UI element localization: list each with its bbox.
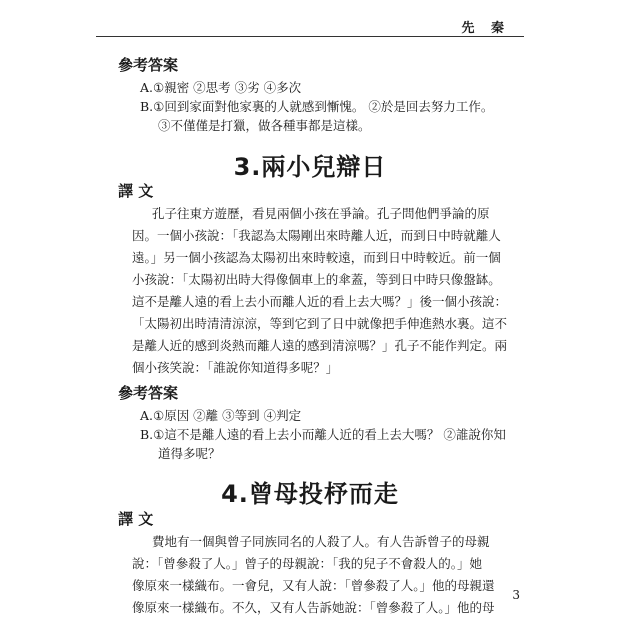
page-number: 3 (512, 588, 520, 602)
paragraph-line: 是離人近的感到炎熱而離人遠的感到清涼嗎？」孔子不能作判定。兩 (132, 338, 508, 353)
answer-line: B.①回到家面對他家裏的人就感到慚愧。 ②於是回去努力工作。 (140, 99, 494, 114)
section-heading: 3.兩小兒辯日 (233, 153, 387, 181)
section-heading: 4.曾母投杼而走 (221, 480, 399, 508)
paragraph-line: 孔子往東方遊歷，看見兩個小孩在爭論。孔子問他們爭論的原 (152, 206, 490, 221)
section-title: 先 秦 (461, 21, 510, 36)
answer-line: A.①原因 ②離 ③等到 ④判定 (140, 408, 302, 423)
paragraph-line: 說：「曾參殺了人。」曾子的母親說：「我的兒子不會殺人的。」她 (132, 556, 483, 571)
translation-heading: 譯 文 (118, 510, 154, 528)
running-header (96, 14, 524, 37)
paragraph-line: 這不是離人遠的看上去小而離人近的看上去大嗎？」後一個小孩說： (132, 294, 508, 309)
answer-line: A.①親密 ②思考 ③劣 ④多次 (140, 80, 302, 95)
paragraph-line: 因。一個小孩說：「我認為太陽剛出來時離人近，而到日中時就離人 (132, 228, 501, 243)
answer-line: 道得多呢？ (158, 446, 221, 461)
answer-heading: 參考答案 (118, 384, 179, 402)
paragraph-line: 小孩說：「太陽初出時大得像個車上的傘蓋，等到日中時只像盤缽。 (132, 272, 501, 287)
paragraph-line: 費地有一個與曾子同族同名的人殺了人。有人告訴曾子的母親 (152, 534, 490, 549)
answer-line: ③不僅僅是打獵，做各種事都是這樣。 (158, 118, 371, 133)
paragraph-line: 個小孩笑說：「誰說你知道得多呢？」 (132, 360, 339, 375)
paragraph-line: 遠。」另一個小孩認為太陽初出來時較遠，而到日中時較近。前一個 (132, 250, 501, 265)
translation-heading: 譯 文 (118, 182, 154, 200)
paragraph-line: 「太陽初出時清清涼涼，等到它到了日中就像把手伸進熱水裏。這不 (132, 316, 508, 331)
answer-line: B.①這不是離人遠的看上去小而離人近的看上去大嗎？ ②誰說你知 (140, 427, 506, 442)
paragraph-line: 像原來一樣織布。不久，又有人告訴她說：「曾參殺了人。」他的母 (132, 600, 495, 615)
answer-heading: 參考答案 (118, 56, 179, 74)
paragraph-line: 像原來一樣織布。一會兒，又有人說：「曾參殺了人。」他的母親還 (132, 578, 495, 593)
